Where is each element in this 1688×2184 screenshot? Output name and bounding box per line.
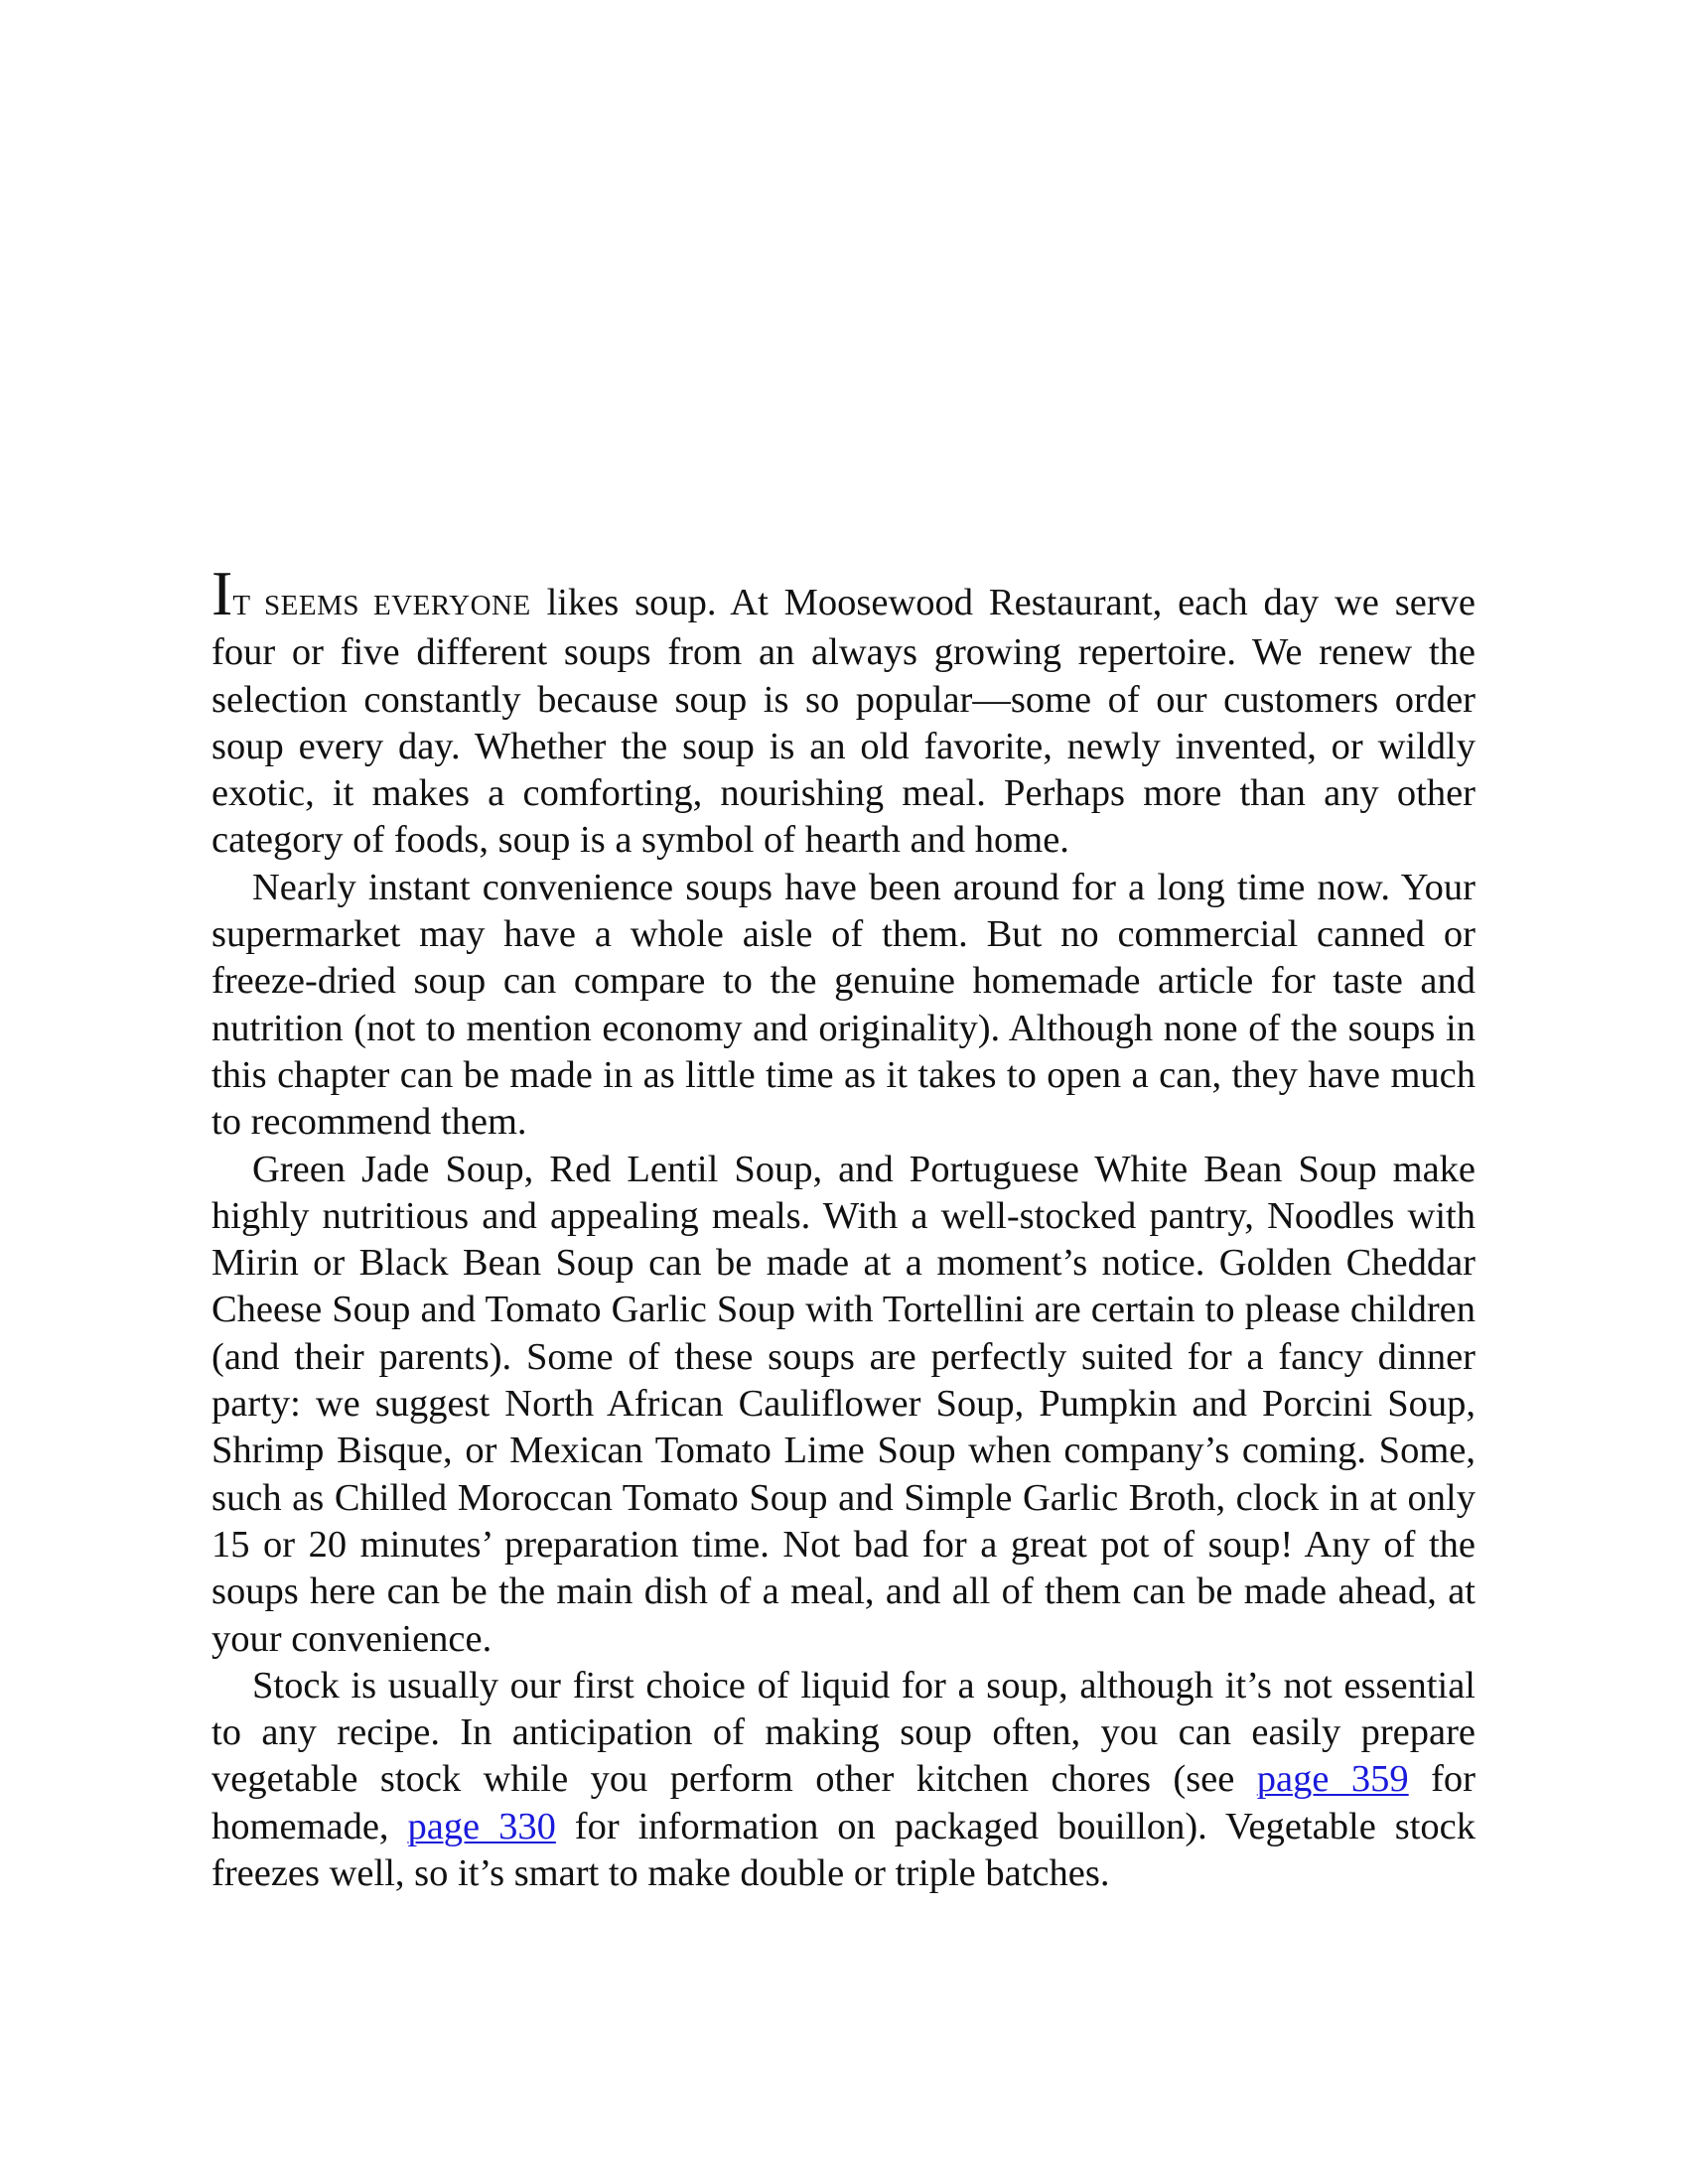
stock-paragraph bbox=[211, 1663, 1476, 1897]
small-caps-lead-in: T SEEMS EVERYONE bbox=[232, 590, 531, 621]
intro-paragraph-text: likes soup. At Moosewood Restaurant, each day we serve four or five different soups from an always growing repertoire. We renew the selection constantly because soup is so popular—some of our customers order soup every day. Whether the soup is an old favorite, newly invented, or wildly exotic, it makes a comforting, nourishing meal. Perhaps more than any other category of foods, soup is a symbol of hearth and home. bbox=[211, 582, 1476, 862]
drop-cap-initial: I bbox=[211, 558, 233, 628]
page-359-link[interactable]: page 359 bbox=[1256, 1758, 1409, 1801]
page-330-link[interactable]: page 330 bbox=[407, 1805, 556, 1847]
soup-recommendations-paragraph: Green Jade Soup, Red Lentil Soup, and Portuguese White Bean Soup make highly nutritious and appealing meals. With a well-stocked pantry, Noodles with Mirin or Black Bean Soup can be made at a moment’s notice. Golden Cheddar Cheese Soup and Tomato Garlic Soup with Tortellini are certain to please children (and their parents). Some of these soups are perfectly suited for a fancy dinner party: we suggest North African Cauliflower Soup, Pumpkin and Porcini Soup, Shrimp Bisque, or Mexican Tomato Lime Soup when company’s coming. Some, such as Chilled Moroccan Tomato Soup and Simple Garlic Broth, clock in at only 15 or 20 minutes’ preparation time. Not bad for a great pot of soup! Any of the soups here can be the main dish of a meal, and all of them can be made ahead, at your convenience. bbox=[211, 1148, 1476, 1660]
intro-paragraph bbox=[211, 558, 1476, 865]
stock-paragraph-text-1: Stock is usually our first choice of liquid for a soup, although it’s not essential to any recipe. In anticipation of making soup often, you can easily prepare vegetable stock while you perform other kitchen chores (see bbox=[211, 1664, 1476, 1801]
stock-paragraph-text-2: for homemade, bbox=[211, 1758, 1476, 1847]
convenience-soups-paragraph: Nearly instant convenience soups have been around for a long time now. Your supermarket may have a whole aisle of them. But no commercial canned or freeze-dried soup can compare to the genuine homemade article for taste and nutrition (not to mention economy and originality). Although none of the soups in this chapter can be made in as little time as it takes to open a can, they have much to recommend them. bbox=[211, 866, 1476, 1144]
chapter-intro-text bbox=[211, 558, 1476, 1897]
stock-paragraph-text-3: for information on packaged bouillon). Vegetable stock freezes well, so it’s smart to make double or triple batches. bbox=[211, 1805, 1476, 1895]
